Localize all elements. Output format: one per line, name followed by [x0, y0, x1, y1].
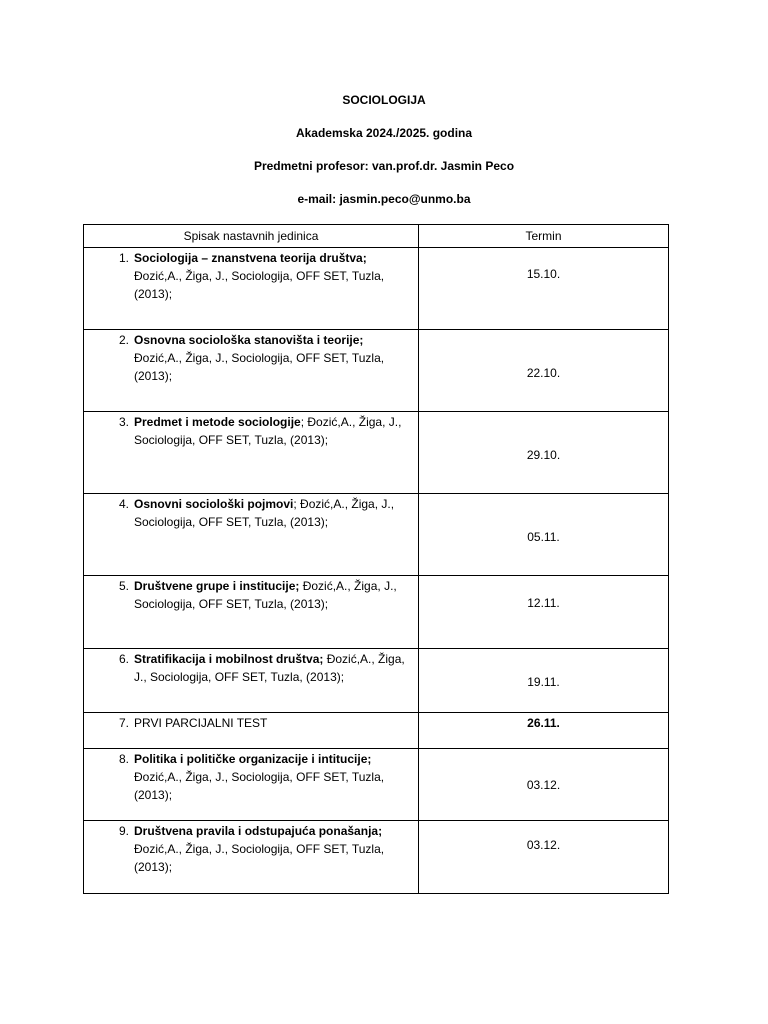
- unit-title: Predmet i metode sociologije: [134, 415, 301, 429]
- unit-title: Osnovna sociološka stanovišta i teorije;: [134, 333, 364, 347]
- table-row: [84, 713, 669, 749]
- unit-reference: ; Đozić,A., Žiga, J., Sociologija, OFF SET, Tuzla, (2013);: [134, 497, 395, 529]
- unit-cell: [84, 494, 419, 576]
- professor-line: Predmetni profesor: van.prof.dr. Jasmin Peco: [253, 159, 515, 173]
- table-row: [84, 494, 669, 576]
- unit-reference: Đozić,A., Žiga, J., Sociologija, OFF SET, Tuzla, (2013);: [134, 351, 385, 383]
- unit-cell: [84, 649, 419, 713]
- academic-year: Akademska 2024./2025. godina: [295, 126, 473, 140]
- table-row: [84, 821, 669, 894]
- term-cell: 03.12.: [419, 821, 669, 894]
- column-header-term: Termin: [419, 225, 669, 248]
- unit-cell: [84, 248, 419, 330]
- term-cell: 15.10.: [419, 248, 669, 330]
- unit-cell: [84, 330, 419, 412]
- unit-cell: [84, 713, 419, 749]
- unit-reference: Đozić,A., Žiga, J., Sociologija, OFF SET, Tuzla, (2013);: [134, 770, 385, 802]
- item-number: 1.: [118, 251, 129, 265]
- table-header-row: [84, 225, 669, 248]
- item-number: 6.: [118, 652, 129, 666]
- term-cell: 05.11.: [419, 494, 669, 576]
- unit-cell: [84, 749, 419, 821]
- page-title: SOCIOLOGIJA: [342, 93, 426, 107]
- item-number: 8.: [118, 752, 129, 766]
- unit-title: Stratifikacija i mobilnost društva;: [134, 652, 324, 666]
- schedule-table: [83, 224, 669, 894]
- unit-title: Društvene grupe i institucije;: [134, 579, 300, 593]
- unit-reference: Đozić,A., Žiga, J., Sociologija, OFF SET, Tuzla, (2013);: [134, 842, 385, 874]
- term-cell: 12.11.: [419, 576, 669, 649]
- term-cell: 19.11.: [419, 649, 669, 713]
- table-row: [84, 749, 669, 821]
- unit-title: Politika i političke organizacije i intitucije;: [134, 752, 372, 766]
- unit-reference: Đozić,A., Žiga, J., Sociologija, OFF SET, Tuzla, (2013);: [134, 579, 397, 611]
- term-cell: 03.12.: [419, 749, 669, 821]
- item-number: 4.: [118, 497, 129, 511]
- item-number: 5.: [118, 579, 129, 593]
- unit-reference: Đozić,A., Žiga, J., Sociologija, OFF SET, Tuzla, (2013);: [134, 652, 405, 684]
- item-number: 2.: [118, 333, 129, 347]
- term-cell: 22.10.: [419, 330, 669, 412]
- unit-cell: [84, 412, 419, 494]
- item-number: 9.: [118, 824, 129, 838]
- email-line: e-mail: jasmin.peco@unmo.ba: [297, 192, 471, 206]
- unit-cell: [84, 576, 419, 649]
- unit-reference: ; Đozić,A., Žiga, J., Sociologija, OFF SET, Tuzla, (2013);: [134, 415, 402, 447]
- unit-title: Sociologija – znanstvena teorija društva;: [134, 251, 367, 265]
- column-header-units: Spisak nastavnih jedinica: [84, 225, 419, 248]
- unit-reference: PRVI PARCIJALNI TEST: [134, 716, 268, 730]
- unit-reference: Đozić,A., Žiga, J., Sociologija, OFF SET, Tuzla, (2013);: [134, 269, 385, 301]
- table-row: [84, 248, 669, 330]
- item-number: 3.: [118, 415, 129, 429]
- term-cell: 26.11.: [419, 713, 669, 749]
- table-row: [84, 649, 669, 713]
- item-number: 7.: [118, 716, 129, 730]
- unit-title: Društvena pravila i odstupajuća ponašanja;: [134, 824, 383, 838]
- table-row: [84, 576, 669, 649]
- unit-cell: [84, 821, 419, 894]
- term-cell: 29.10.: [419, 412, 669, 494]
- unit-title: Osnovni sociološki pojmovi: [134, 497, 294, 511]
- table-row: [84, 412, 669, 494]
- table-row: [84, 330, 669, 412]
